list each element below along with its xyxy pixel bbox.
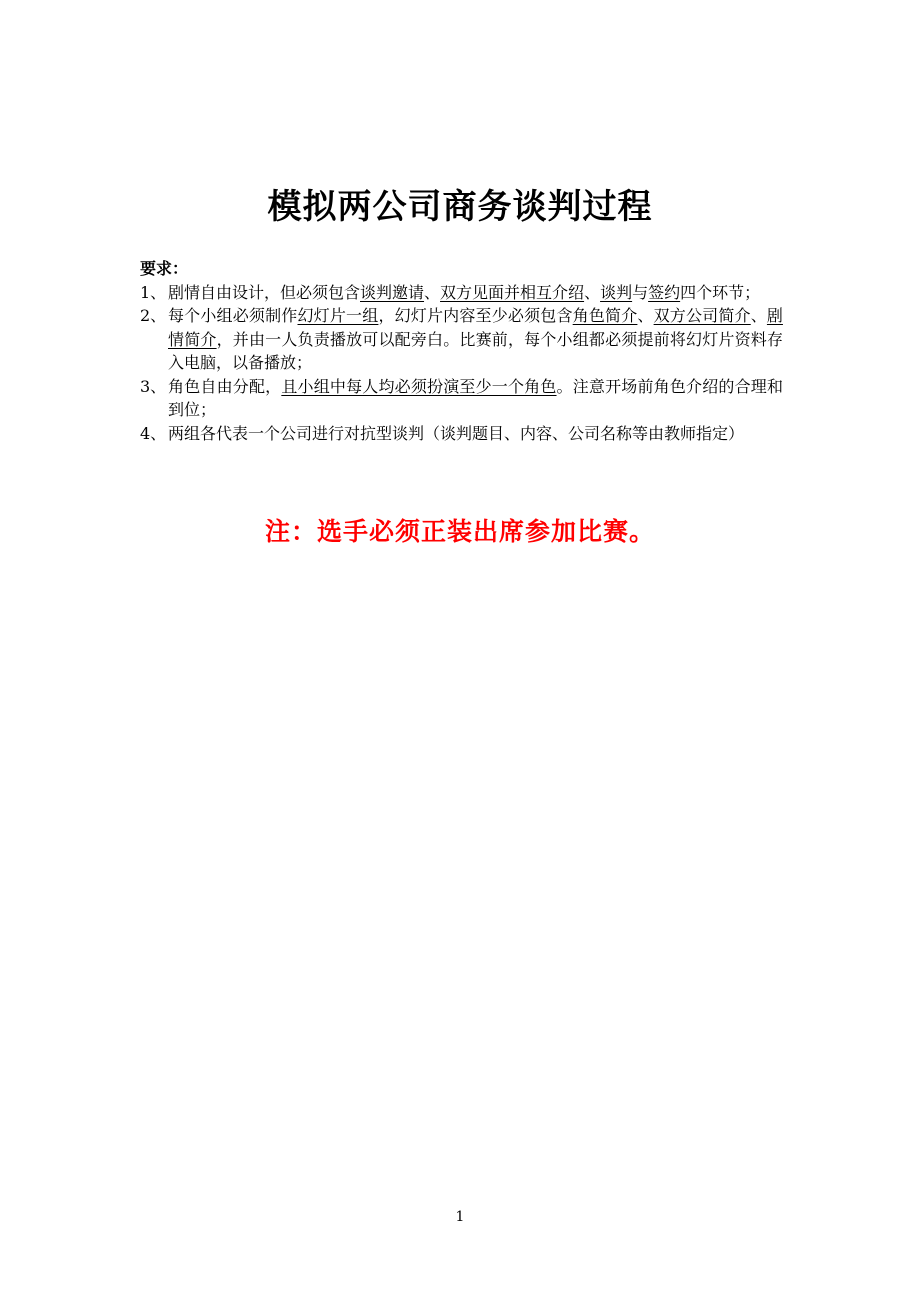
underlined-text: 双方公司简介 — [653, 306, 751, 325]
requirement-text: 剧情自由设计，但必须包含 — [168, 282, 361, 302]
requirement-item — [140, 304, 783, 375]
requirement-number: 2、 — [140, 306, 167, 325]
requirement-text: ，幻灯片内容至少必须包含 — [378, 306, 573, 325]
requirement-text: 、 — [637, 306, 654, 325]
requirement-item — [140, 422, 783, 446]
requirement-text: 、 — [750, 306, 767, 325]
underlined-text: 角色简介 — [572, 306, 638, 325]
page-number: 1 — [455, 1209, 465, 1225]
page-title: 模拟两公司商务谈判过程 — [267, 186, 653, 227]
requirement-item — [140, 375, 783, 422]
underlined-text: 幻灯片一组 — [297, 306, 379, 325]
underlined-text: 剧情简介 — [168, 306, 783, 349]
underlined-text: 且小组中每人均必须扮演至少一个角色 — [281, 376, 557, 396]
requirement-text: 、 — [424, 282, 441, 302]
notice-text: 注：选手必须正装出席参加比赛。 — [264, 517, 655, 546]
requirement-text: 与 — [632, 282, 649, 302]
underlined-text: 双方见面并相互介绍 — [440, 282, 585, 302]
underlined-text: 签约 — [648, 282, 681, 302]
underlined-text: 谈判邀请 — [360, 282, 425, 302]
requirement-text: 四个环节； — [680, 282, 761, 302]
requirement-text: ，并由一人负责播放可以配旁白。比赛前，每个小组都必须提前将幻灯片资料存入电脑，以备播放； — [168, 329, 783, 372]
requirements-section — [140, 257, 783, 445]
requirement-text: 两组各代表一个公司进行对抗型谈判（谈判题目、内容、公司名称等由教师指定） — [168, 423, 745, 443]
requirement-item — [140, 281, 783, 305]
requirement-number: 3、 — [140, 376, 167, 396]
requirement-number: 4、 — [140, 423, 167, 443]
requirement-text: 每个小组必须制作 — [168, 306, 298, 325]
requirement-text: 。注意开场前角色介绍的合理和到位； — [168, 376, 783, 419]
requirement-number: 1、 — [140, 282, 167, 302]
requirement-text: 、 — [584, 282, 601, 302]
requirements-heading: 要求： — [140, 259, 189, 278]
underlined-text: 谈判 — [600, 282, 633, 302]
requirements-list — [140, 281, 783, 446]
requirement-text: 角色自由分配， — [168, 376, 282, 396]
